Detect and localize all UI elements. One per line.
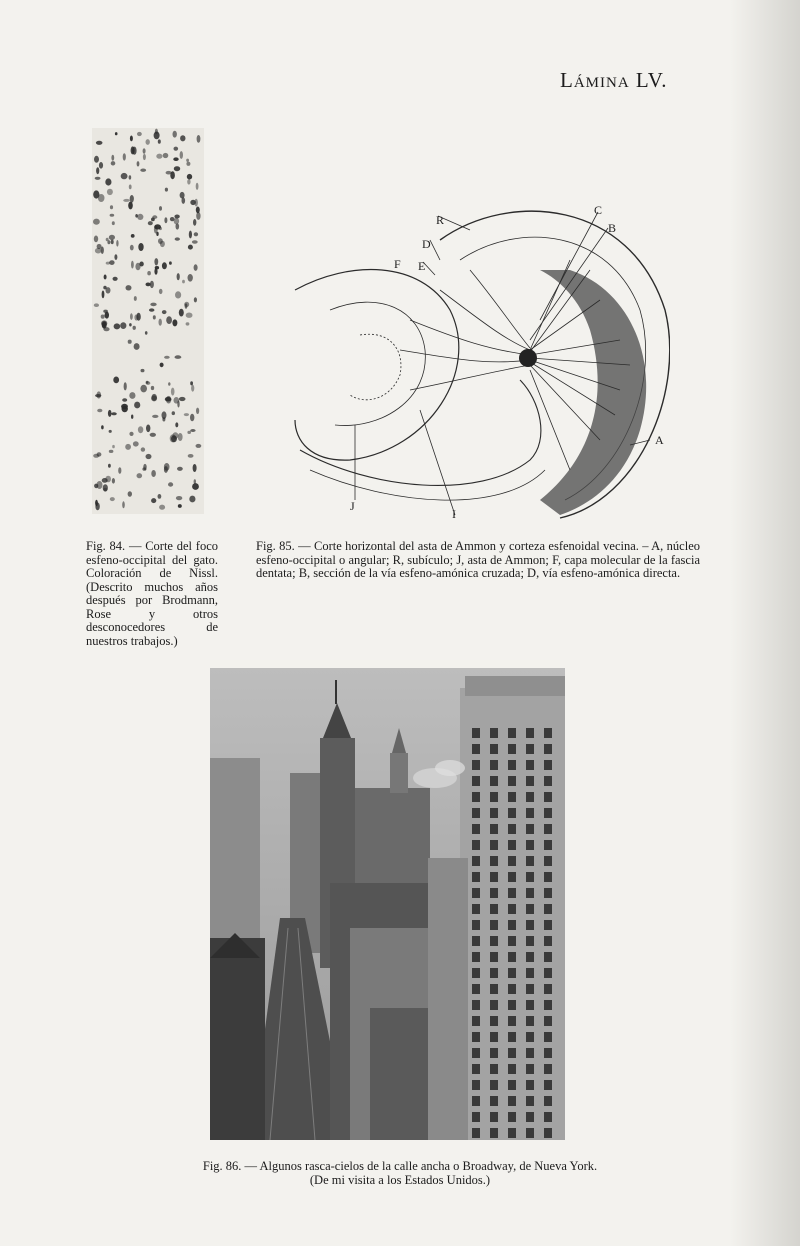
label-c: C [594,203,603,217]
figure-86-caption [140,1160,660,1187]
figure-85-ammon-horn-drawing [290,200,670,520]
label-i: I [452,507,456,520]
figure-86-caption-line-1: Fig. 86. — Algunos rasca-cielos de la calle ancha o Broadway, de Nueva York. [202,1159,598,1173]
label-a: A [655,433,664,447]
plate-title: Lámina LV. [560,68,668,92]
figure-86-broadway-photo [210,668,565,1140]
figure-84-caption: Fig. 84. — Corte del foco esfeno-occipital del gato. Coloración de Nissl. (Descrito muchos años después por Brodmann, Rose y otros desconocedores de nuestros trabajos.) [86,539,218,648]
label-d: D [422,237,431,251]
figure-85-caption: Fig. 85. — Corte horizontal del asta de Ammon y corteza esfenoidal vecina. – A, núcleo esfeno-occipital o angular; R, subículo; J, asta de Ammon; F, capa molecular de la fascia dentata; B, sección de la vía esfeno-amónica cruzada; D, vía esfeno-amónica directa. [256,539,700,580]
label-e: E [418,259,426,273]
label-r: R [436,213,445,227]
label-f: F [394,257,401,271]
label-b: B [608,221,617,235]
figure-86-caption-line-2: (De mi visita a los Estados Unidos.) [309,1172,491,1187]
label-j: J [350,499,355,513]
page-edge-shadow [730,0,800,1246]
figure-84-nissl-section [92,128,204,514]
